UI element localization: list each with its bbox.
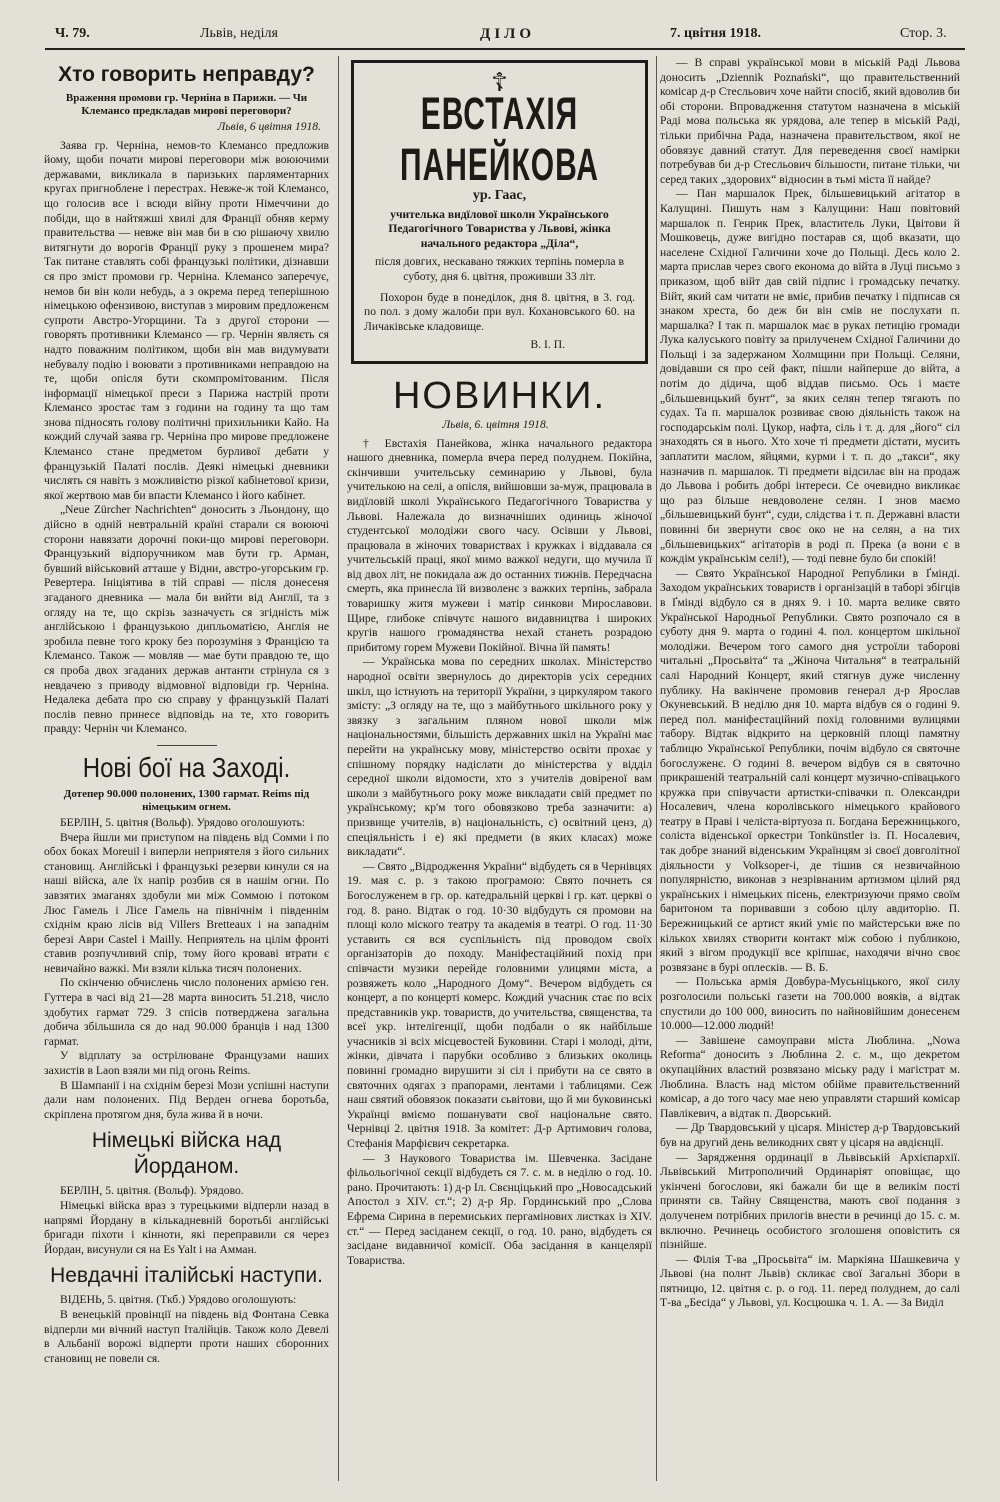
news-item: — Др Твардовський у цісаря. Міністер д-р Твардовський був на другий день великодних свят у цісаря на авдієнції. xyxy=(660,1121,960,1149)
obituary-maiden-name: ур. Гаас, xyxy=(472,188,527,203)
column-2 xyxy=(347,56,652,1496)
article-title: Німецькі війска над Йорданом. xyxy=(91,1129,282,1179)
paragraph: Заява гр. Черніна, немов-то Клемансо предложив йому, щоби почати мирові переговори між воюючими державами, викликала в паризьких парляментарних кругах пригноблене і перестрах. Невже-ж той Клемансо, що голосив все і всюди війну проти Німеччини до побіди, що в найтяжші хвилі для Франції обняв керму правительства — невже він мав би в сю рішаючу хвилю витягнути до ворогів Франції руку з прошенем мира? Так питане ставлять собі французькі політики, дізнавши ся про зміст промови гр. Черніна. Клемансо заперечує, немов би він коли небудь, а з окрема перед теперішною німецькою офензивою, виступав з мировим предложенєм супроти Австро-Угорщини. Та з другої сторони — говорять противники Клемансо — гр. Чернін являєть ся надто поважним політиком, щоби він мав видумувати небувалу подію і воювати з противниками неправдою на те, щоби опісля бути скомпромітованим. Після інформації німецької преси з Парижа настрій проти Клемансо зростає там з години на годину та що там знова підносять голову політичні прихильники Кайо. На кождий случай заява гр. Черніна про мирове предложене Клемансо стане предметом бурливої дебати у французькій Палаті послів. Деякі німецькі дневники числять ся навіть з можливістю різкої кабінетової кризи, якої жертвою мав би впасти Клемансо і його кабінет. xyxy=(44,138,329,502)
column-1 xyxy=(44,56,329,1496)
paragraph: „Neue Zürcher Nachrichten“ доносить з Льондону, що дійсно в одній невтральній країні старали ся воюючі сторони навязати дорочні поки-що мирові переговори. Французький відпоручником мав бути гр. Арман, бувший військовий атташе у Відни, австро-угорським гр. Ревертера. Ініціятива в тій справі — після донесеня згаданого дневника — мала би вийти від Англії, та з огляду на те, що скрізь зазначуєть ся згідність між англійською і французькою дипльоматією, Англія не зробила певне того кроку без порозуміня з Францією та Клемансо. Також — мовляв — мае бути правдою те, що ся проба двох згаданих держав антанти стрінула ся з невдачею з приводу відмовної відповіди гр. Черніна. Недалека дебата про сю справу у французькій Палаті послів певно принесе відповідь на те, хто говорить правду: Чернін чи Клемансо. xyxy=(44,503,329,736)
article-title: Нові бої на Заході. xyxy=(82,752,291,784)
news-item: — Українська мова по середних школах. Міністерство народної освіти звернулось до директорів усіх середних шкіл, що істнують на території України, з циркуляром такого змісту: „З огляду на те, що з майбутнього шкільного року у звязку з загальним пляном нової школи між національностями, більшість державних шкіл на Україні має перейти на українську мову, міністерство освіти прохає у спішному порядку надіслати до міністерства у відділ середної школи відомости, хто з учителів довіреної вам школи з майбутнього року може викладати свій предмет по українському; кр'м того обовязково треба зазначити: а) призвище учителів, в) національність, с) освітний ценз, д) спеціяльність і е) які предмети (в яких класах) може викладати“. xyxy=(347,655,652,859)
dateline: Львів, 6 цвітня 1918. xyxy=(217,120,321,133)
page-number: Стор. 3. xyxy=(900,26,947,41)
news-item: — Свято „Відродження України“ відбудеть ся в Чернівцях 19. мая с. р. з такою програмою: Свято почнеть ся Богослуженем в гр. ор. катедральній церкві і гр. кат. церкві о год. 8. рано. Відтак о год. 10·30 відбудуть ся промови на площі коло міского театру та академія в театрі. О год. 11·30 уставить ся вся суспільність під проводом своїх організаторів до походу. Маніфестаційний похід при співчасти музики перейде головними улицями міста, а розвяжеть коло „Народного Дому“. Вечером відбудеть ся концерт, а по концерті комерс. Кождий учасник стає по всіх представників укр. товариств, до учительства, священства, та всеї укр. інтелігенції, щоби подбали о як найбільше учасників зі всіх місцевостей Буковини. Старі і молоді, діти, жінки, дівчата і парубки особливо з близьких околиць повинні громадно вирушити зі сіл і прибути на се свято в святочних одягах з прапорами, лентами і таблицями. Сеж наш святий обовязок показати сьвітови, що й ми буковинські Українці вміємо пошанувати свої національне свято. Чернівці 2. цвітня 1918. За комітет: Д-р Артимович голова, Стефанія Марфієвич секретарка. xyxy=(347,859,652,1151)
column-rule xyxy=(338,56,339,1481)
obituary-funeral: Похорон буде в понеділок, дня 8. цвітня, в 3. год. по пол. з дому жалоби при вул. Кохановського 60. на Личаківське кладовище. xyxy=(364,290,635,333)
news-item: — Польська армія Довбура-Мусьніцького, якої силу розголосили польські газети на 700.000 вояків, а відтак спустили до 100 000, виносить по найновійшим донесенєм 10.000—12.000 людий! xyxy=(660,975,960,1033)
paragraph: В Шампанії і на східнім березі Мози успішні наступи дали нам полонених. Під Верден огнева боротьба, скріплена протягом дня, була жива й в ночи. xyxy=(44,1078,329,1121)
dateline: Львів, 6. цвітня 1918. xyxy=(442,417,549,431)
article-subtitle: Враження промови гр. Черніна в Парижи. — Чи Клемансо предкладав мирові переговори? xyxy=(65,92,308,117)
news-item: — Завішене самоуправи міста Люблина. „Nowa Reforma“ доносить з Люблина 2. с. м., що декретом окупаційних властий розвязано міську раду і магістрат м. Люблина. Власть над містом обійме правительственний комісар, а до того часу мае нею управляти старший комісар Павлікевич, а відтак п. Дворський. xyxy=(660,1033,960,1120)
news-item: — Зарядження ординації в Львівській Архієпархії. Львівський Митрополичий Ординаріят оповіщає, що укінчені богослови, які бажали би ще в великім пості приняти св. Тайну Священства, мають свої подання з долученем потрібних прилогів внести в речинці до 15. с. м. включно. Речинець особистого зголошеня оповістить ся пізнійше. xyxy=(660,1150,960,1252)
paragraph: ВІДЕНЬ, 5. цвітня. (Ткб.) Урядово оголошують: xyxy=(60,1293,297,1307)
obituary-rip: В. І. П. xyxy=(530,338,565,352)
paragraph: У відплату за острілюване Французами наших захистів в Laon взяли ми під огонь Reims. xyxy=(44,1049,329,1078)
article-subtitle: Дотепер 90.000 полонених, 1300 гармат. Reims під німецьким огнем. xyxy=(63,787,310,813)
news-item: — В справі української мови в міській Раді Львова доносить „Dziennik Poznański“, що правительственний комісар д-р Стесльович хоче найти спосіб, який вдоволив би обі сторони. Впровадження статутом назначена в міській Раді мова польська як урядова, але тепер в міській Раді, тільки прибічна Рада, назначена правительством, якої не обовязує давний статут. Для переведення своєї намірки потребував би д-р Стесльович більшости, питане тільки, чи серед таких „здорових“ відносин в тьмі міста її найде? xyxy=(660,56,960,186)
issue-date: 7. цвітня 1918. xyxy=(670,26,762,41)
column-rule xyxy=(656,56,657,1481)
paragraph: БЕРЛІН, 5. цвітня (Вольф). Урядово оголошують: xyxy=(60,815,306,829)
paragraph: В венецькій провінції на південь від Фонтана Севка відперли ми вічний наступ Італійців. Також коло Девелі в Альбанії ворожі відперти проти наших сборонних становищ не повели ся. xyxy=(44,1307,329,1365)
news-item: † Евстахія Панейкова, жінка начального редактора нашого дневника, померла вчера перед полуднем. Покійна, скінчивши учительську семинарию у Львові, була учителькою на селі, а опісля, вийшовши за-муж, працювала в видїловій школі Українського Педагогічного Товариства у Львові. Належала до визначніших одиниць жіночої студентської молодіжи свого часу. Осівши у Львові, працювала в жіночих товариствах і кружках і віддавала ся учительській праці, якої мимо важкої недуги, що мучила її від двох літ, не покидала аж до останних тижнів. Передчасна смерть, яка принесла їй визволенє з важких терпінь, забрала товаришку житя мужеви і матір синкови Мирославови. Щире, глибоке співчутє нашого видавництва і широких кругів нашого громадянства нехай станеть розрадою прибитому горем Мужеви Покійної. Вічна їй память! xyxy=(347,436,652,654)
obituary-description: учителька видїлової школи Українського Педагогічного Товариства у Львові, жінка начального редактора „Діла“, xyxy=(388,207,611,250)
news-item: — З Наукового Товариства ім. Шевченка. Засідане фільольогічної секції відбудеть ся 7. с. м. в неділю о год. 10. рано. Прочитають: 1) д-р Іл. Свєнціцький про „Новосадський Апостол з XIV. ст.“; 2) д-р Яр. Гординський про „Слова Ефрема Сирина в перемиських пергамінових листках із XIV. ст.“ — Перед засіданем секції, о год. 10. рано, відбудеть ся засідане видавничої комісії. Оба засідання в канцелярії Товариства. xyxy=(347,1151,652,1267)
paragraph: Вчера йшли ми приступом на південь від Сомми і по обох боках Moreuil і виперли неприятеля з його сильних становищ. Англійські і французькі резерви кинули ся на наші війска, але їх напір розбив ся в нашім огни. По завзятих змаганях здобули ми між Соммою і потоком Люс Гамель і Лісе Гамель на північнім і південнім східнім краю лісів від Villers Bretteaux і на западнім березі Аври Castel і Mailly. Неприятель на цілім фронті ставив розпучливий спір, тому його кроваві втрати є невичайно важкі. Ми взяли кілька тисяч полонених. xyxy=(44,830,329,975)
paragraph: По скінченю обчислень число полонених армією ген. Гуттера в часі від 21—28 марта виносить 51.218, число здобутих гармат 729. З спісів потверджена загальна добича збільшила ся до над 90.000 бранців і над 1300 гармат. xyxy=(44,976,329,1048)
article-title: Невдачні італійські наступи. xyxy=(50,1264,323,1288)
masthead xyxy=(45,22,965,50)
paragraph: БЕРЛІН, 5. цвітня. (Вольф). Урядово. xyxy=(60,1184,244,1198)
paper-title: ДІЛО xyxy=(480,26,536,42)
column-3 xyxy=(660,56,960,1496)
obituary-name: ЕВСТАХІЯ ПАНЕЙКОВА xyxy=(400,90,599,191)
news-item: — Пан маршалок Прек, більшевицький агітатор в Калущині. Пишуть нам з Калущини: Наш повітовий маршалок п. Генрик Прек, властитель Луки, Цвітови й Мошковець, дуже вигідно постарав ся, щоб вказати, що населене Східної Галичини хоче до Польщі. Десь коло 2. марта прислав через свого економа до війта в Луці письмо з приказом, щоб війт дав свій підпис і громадську печатку. Війт, який сам читати не вміє, прибив печатку і підписав ся знаком хреста, бо деж би він смів не послухати п. маршалка? І так п. маршалок має в руках петицію громади Лука калуського повіту за прилученем Східної Галичини до Польщі і за задержаном Холмщини при Польщі. Селяни, довідавши ся про сей факт, пішли найперше до війта, а потім до дідича, щоб віддав письмо. Ось і маєте „більшевицький бунт“, за яких селян тепер тягають по судах. Та п. маршалок розвиває свою діяльність також на господарськім полі. Цукор, нафта, сіль і т. д. для „його“ сіл знаходять ся в нього. Хто хоче ті предмети дістати, мусить заплатити маслом, яйцями, курми і т. п. до „такси“, яку назначив п. маршалок. Ті предмети відсилає він на продаж до Львова і робить добрі інтереси. Се очевидно викликає що раз більше невдоволене селян. І знов маємо „більшевицький бунт“, суди, слідства і т. п. Державні власти повинні би звернути своє око не на селян, а на тих „більшевицьких“ агітаторів в роді п. Прека (а вони є в кождім українськім селі!), — тоді певне було би спокій! xyxy=(660,187,960,566)
place-day: Львів, неділя xyxy=(200,26,278,41)
article-title: Хто говорить неправду? xyxy=(58,63,315,86)
section-title: НОВИНКИ. xyxy=(392,374,607,417)
separator xyxy=(157,745,217,746)
issue-number: Ч. 79. xyxy=(55,26,90,41)
orthodox-cross-icon: ☦ xyxy=(491,68,508,97)
news-item: — Свято Української Народної Републики в Ґмінді. Заходом українських товариств і організацій в таборі збігців в Ґмінді відбуло ся в днях 9. і 10. марта велике свято Української Народньої Републики. Свято розпочало ся в суботу дня 9. марта о годині 4. пол. концертом шкільної молодіжи. Вечером того самого дня устроїли таборові читальні „Просьвіта“ та „Жіноча Читальня“ в театральній салі Народний Концерт, який стягнув дуже численну публику. На вакінчене промовив генерал д-р Ярослав Окуневський. В неділю дня 10. марта відбув ся о годині 9. перед пол. маніфестаційний похід головними вулицями табору. Відтак відкрито на церковній площі памятну таблицю Української Републики, почім відбуло ся святочне богослуженє. О годині 8. вечером відбув ся в святочно прикрашеній театральній салі концерт музично-співацького кружка при співучасти артистки-співачки п. Олександри Носалевич, члена королівського німецького крайового театру в Праві і челіста-віртуоза п. Богдана Бережницького, соліста віденської оркестри Tonkünstler із. П. Носалевич, так добре знаний віденським Українцям зі своєї довголітної діяльности у Volksoper-і, де тішив ся незвичайною популярністю, виконав з незрівнаним артизмом цілий ряд українських і німецьких пісень, електризуючи прямо своїм баритоном та поривавши з собою цілу авдиторію. П. Бережницький се артист який уміє по майстерськи вже по кількох хвилях створити контакт між собою і публикою, який з вігом продукції все кріпшає, находячи вічно своє розвязанє в бурі оплесків. — В. Б. xyxy=(660,566,960,974)
paragraph: Німецькі війска враз з турецькими відперли назад в напрямі Йордану в кількадневній боротьбі англійські бригади піхоти і кінноти, які переправили ся через Йордан, висунули ся на Es Yalt і на Амман. xyxy=(44,1199,329,1256)
news-item: — Філія Т-ва „Просьвіта“ ім. Маркіяна Шашкевича у Львові (на полнт Львів) скликає свої Загальні Збори в пятницю, 12. цвітня с. р. о год. 11. перед полуднем, до салі Т-ва „Бесіда“ у Львові, ул. Косцюшка ч. 1. А. — За Виділ xyxy=(660,1252,960,1310)
obituary-death: після довгих, нескавано тяжких терпінь померла в суботу, дня 6. цвітня, проживши 33 літ. xyxy=(375,255,624,283)
obituary-box xyxy=(351,60,648,364)
